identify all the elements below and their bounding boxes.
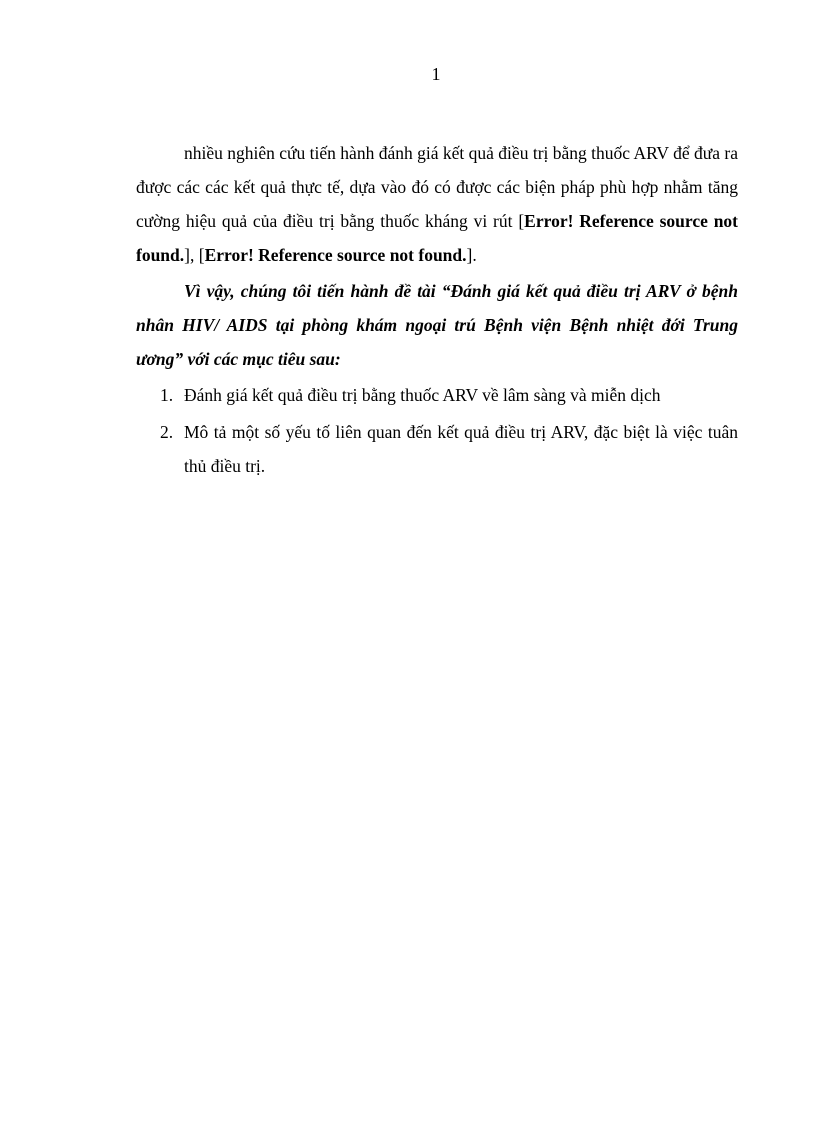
reference-separator: ], [ xyxy=(184,245,205,265)
objectives-list xyxy=(136,378,738,483)
objective-item xyxy=(136,415,738,483)
objective-number: 2. xyxy=(160,422,174,442)
reference-open-bracket: [ xyxy=(518,211,525,231)
page-number: 1 xyxy=(431,64,441,84)
objective-item xyxy=(136,378,738,412)
objective-number: 1. xyxy=(160,385,174,405)
intro-paragraph xyxy=(136,136,738,272)
reference-error-2: Error! Reference source not found. xyxy=(204,245,467,265)
objective-text: Mô tả một số yếu tố liên quan đến kết quả điều trị ARV, đặc biệt là việc tuân thủ điều trị. xyxy=(184,422,738,476)
document-body xyxy=(136,136,738,486)
study-title-paragraph: Vì vậy, chúng tôi tiến hành đề tài “Đánh giá kết quả điều trị ARV ở bệnh nhân HIV/ AIDS tại phòng khám ngoại trú Bệnh viện Bệnh nhiệt đới Trung ương” với các mục tiêu sau: xyxy=(136,281,738,369)
reference-error-1: Error! Reference source not found. xyxy=(136,211,739,265)
reference-close-bracket: ]. xyxy=(466,245,477,265)
objective-text: Đánh giá kết quả điều trị bằng thuốc ARV về lâm sàng và miễn dịch xyxy=(184,385,661,405)
intro-paragraph-text: nhiều nghiên cứu tiến hành đánh giá kết quả điều trị bằng thuốc ARV để đưa ra được các các kết quả thực tế, dựa vào đó có được các biện pháp phù hợp nhằm tăng cường hiệu quả của điều trị bằng thuốc kháng vi rút xyxy=(136,143,738,231)
